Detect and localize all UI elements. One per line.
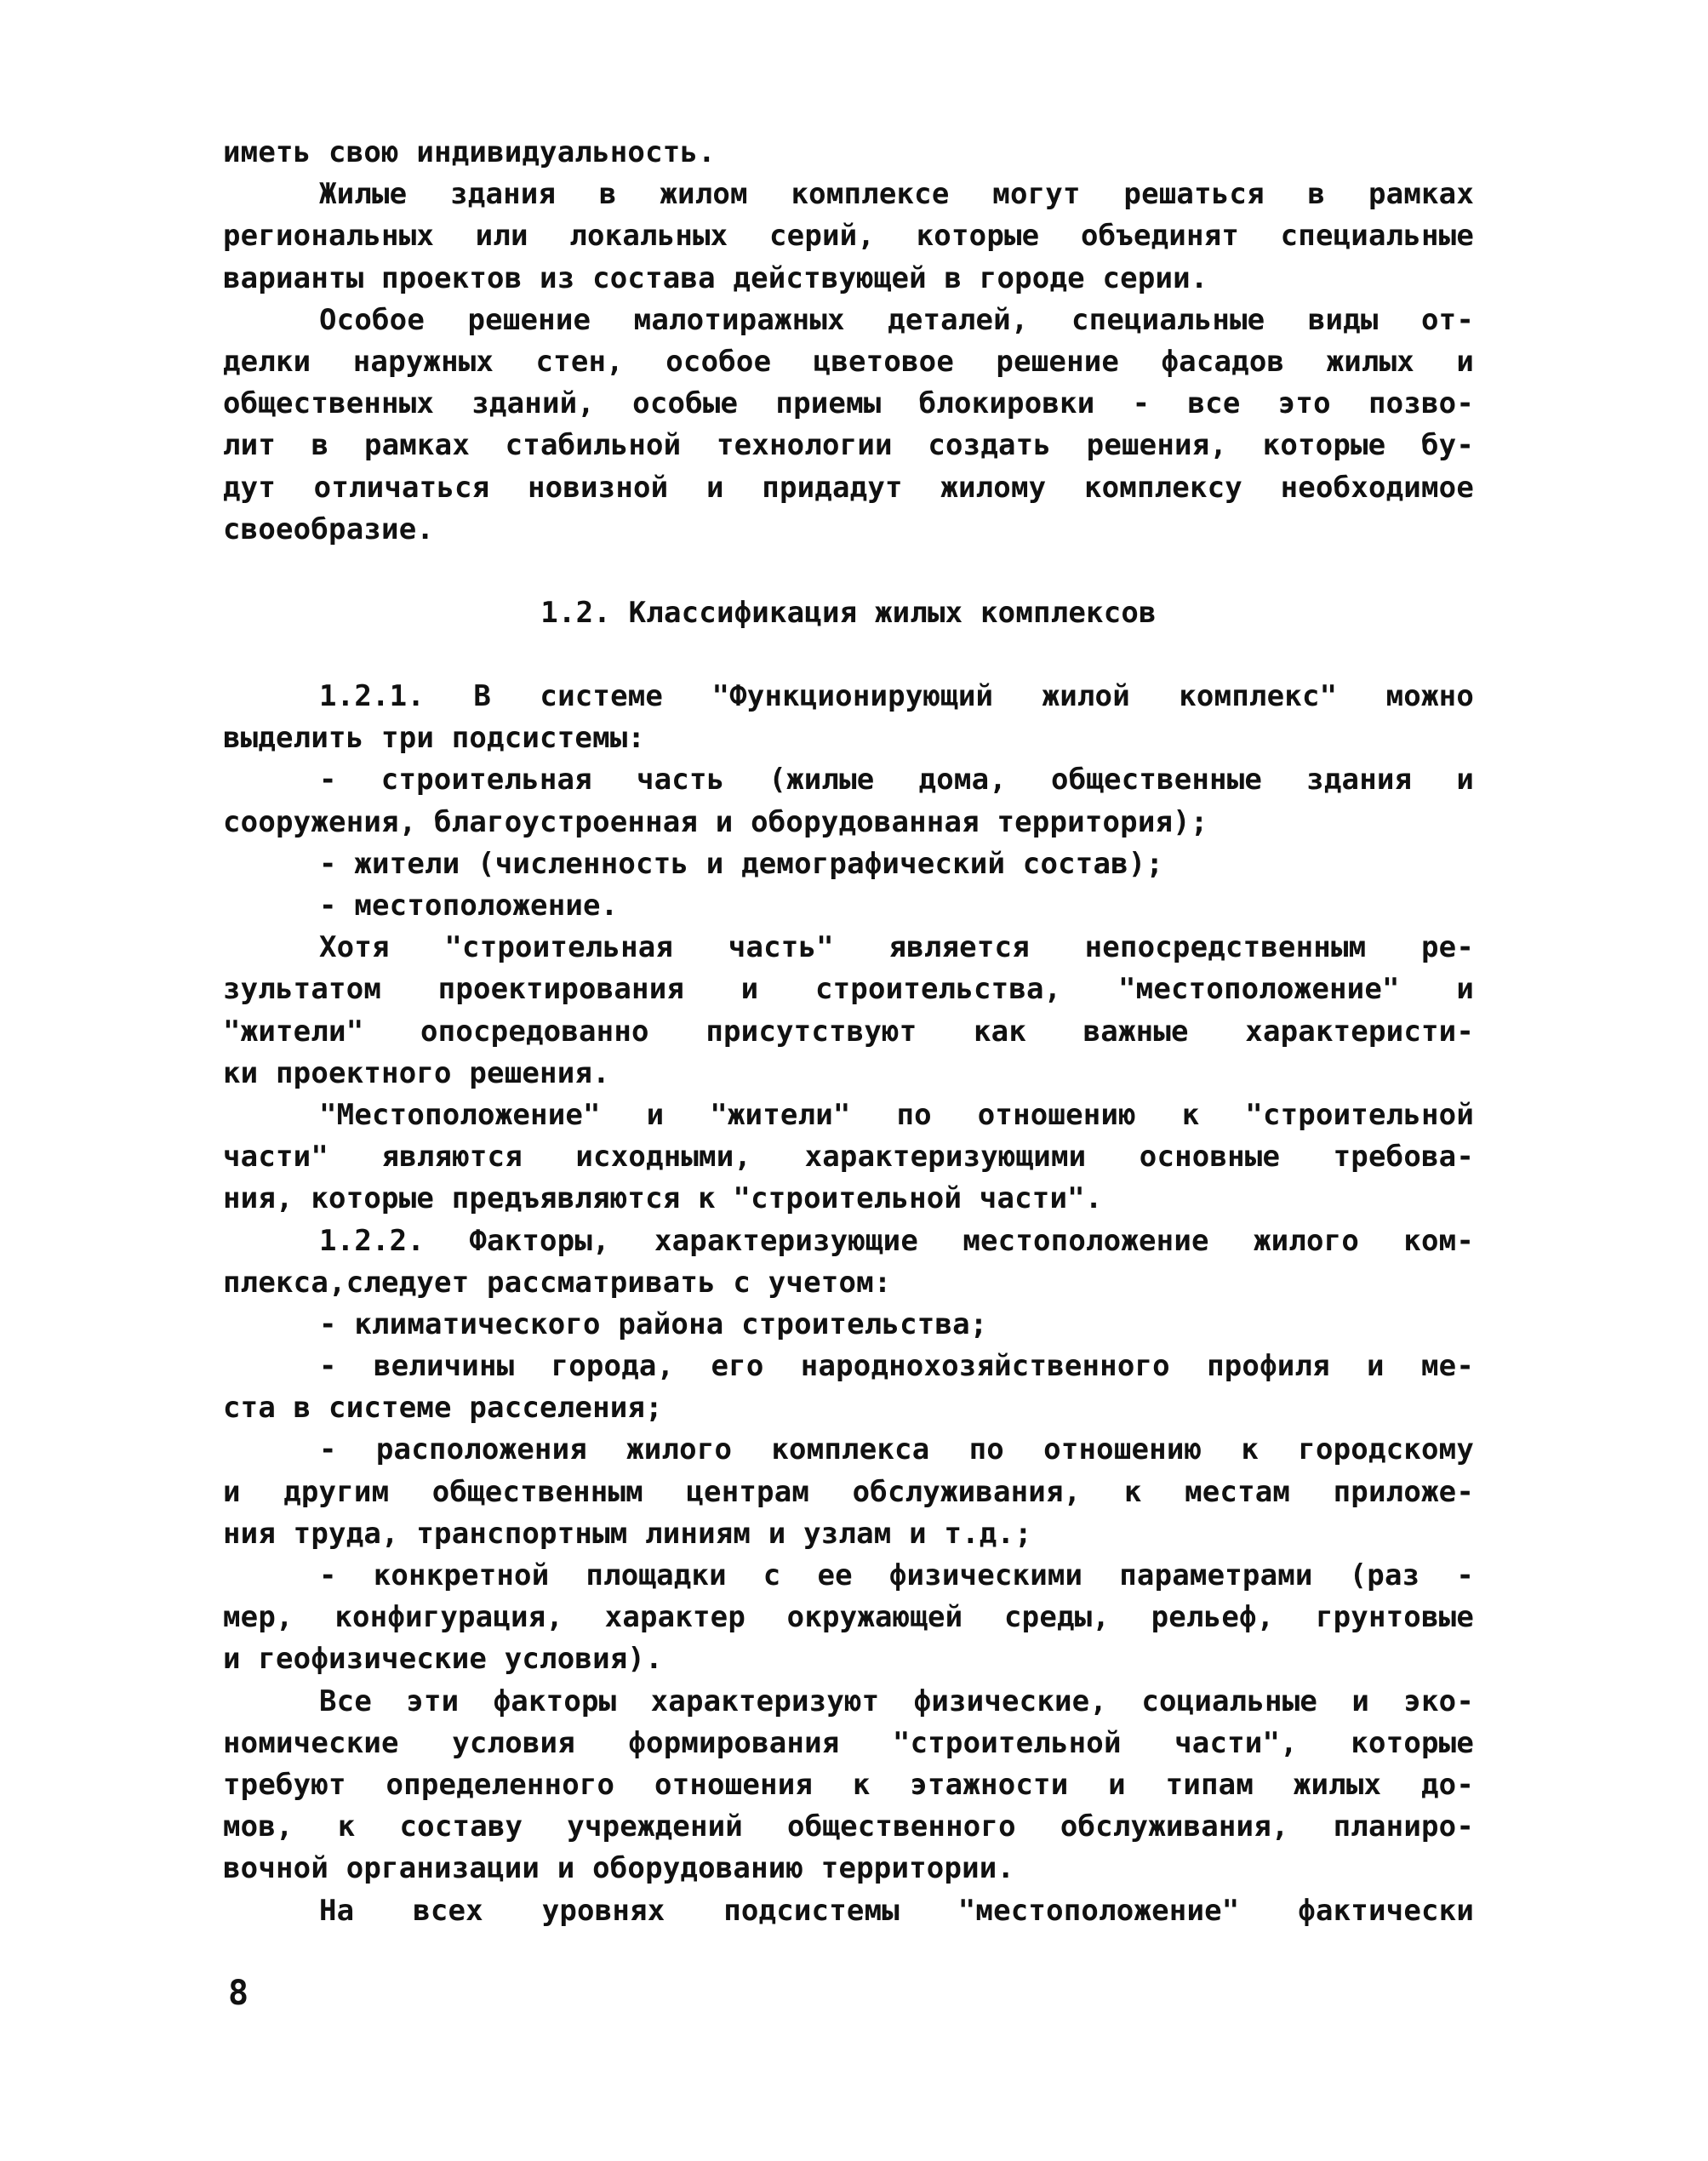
text-line: лит в рамках стабильной технологии создать решения, которые бу- bbox=[223, 428, 1474, 463]
text-line: общественных зданий, особые приемы блокировки - все это позво- bbox=[223, 386, 1474, 421]
text-line: части" являются исходными, характеризующими основные требова- bbox=[223, 1140, 1474, 1175]
paragraph-start-line: На всех уровнях подсистемы "местоположение" фактически bbox=[319, 1893, 1474, 1928]
text-line: "жители" опосредованно присутствуют как важные характеристи- bbox=[223, 1014, 1474, 1049]
list-item-line: - величины города, его народнохозяйственного профиля и ме- bbox=[319, 1349, 1474, 1384]
list-item-line: - конкретной площадки с ее физическими параметрами (раз - bbox=[319, 1558, 1474, 1592]
list-item-line: - жители (численность и демографический состав); bbox=[319, 846, 1164, 881]
text-line: зультатом проектирования и строительства, "местоположение" и bbox=[223, 972, 1474, 1007]
text-line: региональных или локальных серий, которые объединят специальные bbox=[223, 219, 1474, 254]
paragraph-start-line: Все эти факторы характеризуют физические, социальные и эко- bbox=[319, 1684, 1474, 1718]
text-line: ния труда, транспортным линиям и узлам и т.д.; bbox=[223, 1516, 1032, 1551]
text-line: мер, конфигурация, характер окружающей среды, рельеф, грунтовые bbox=[223, 1600, 1474, 1635]
section-heading: 1.2. Классификация жилых комплексов bbox=[540, 595, 1157, 630]
list-item-line: - местоположение. bbox=[319, 889, 619, 923]
text-line: выделить три подсистемы: bbox=[223, 721, 646, 756]
page-text-block bbox=[223, 132, 1474, 1932]
paragraph-start-line: "Местоположение" и "жители" по отношению к "строительной bbox=[319, 1097, 1474, 1132]
list-item-line: - расположения жилого комплекса по отношению к городскому bbox=[319, 1432, 1474, 1467]
paragraph-start-line: Хотя "строительная часть" является непосредственным ре- bbox=[319, 930, 1474, 965]
text-line: сооружения, благоустроенная и оборудованная территория); bbox=[223, 804, 1208, 839]
text-line: и геофизические условия). bbox=[223, 1642, 663, 1677]
text-line: вочной организации и оборудованию территории. bbox=[223, 1851, 1015, 1886]
text-line: своеобразие. bbox=[223, 512, 435, 546]
spacer bbox=[223, 634, 1474, 676]
text-line: требуют определенного отношения к этажности и типам жилых до- bbox=[223, 1767, 1474, 1802]
text-line: и другим общественным центрам обслуживания, к местам приложе- bbox=[223, 1474, 1474, 1509]
page-number: 8 bbox=[228, 1974, 249, 2013]
text-line: мов, к составу учреждений общественного обслуживания, планиро- bbox=[223, 1809, 1474, 1844]
list-item-line: - климатического района строительства; bbox=[319, 1306, 988, 1341]
text-line: ния, которые предъявляются к "строительной части". bbox=[223, 1181, 1103, 1216]
text-line: ки проектного решения. bbox=[223, 1055, 610, 1090]
text-line: иметь свою индивидуальность. bbox=[223, 135, 716, 169]
paragraph-start-line: Жилые здания в жилом комплексе могут решаться в рамках bbox=[319, 177, 1474, 212]
text-line: делки наружных стен, особое цветовое решение фасадов жилых и bbox=[223, 344, 1474, 379]
list-item-line: - строительная часть (жилые дома, общественные здания и bbox=[319, 763, 1474, 798]
paragraph-start-line: 1.2.2. Факторы, характеризующие местоположение жилого ком- bbox=[319, 1223, 1474, 1258]
text-line: дут отличаться новизной и придадут жилому комплексу необходимое bbox=[223, 470, 1474, 505]
paragraph-start-line: Особое решение малотиражных деталей, специальные виды от- bbox=[319, 302, 1474, 337]
text-line: ста в системе расселения; bbox=[223, 1391, 663, 1426]
text-line: плекса,следует рассматривать с учетом: bbox=[223, 1265, 892, 1300]
paragraph-start-line: 1.2.1. В системе "Функционирующий жилой комплекс" можно bbox=[319, 679, 1474, 714]
text-line: номические условия формирования "строительной части", которые bbox=[223, 1725, 1474, 1760]
text-line: варианты проектов из состава действующей в городе серии. bbox=[223, 260, 1208, 295]
spacer bbox=[223, 551, 1474, 592]
